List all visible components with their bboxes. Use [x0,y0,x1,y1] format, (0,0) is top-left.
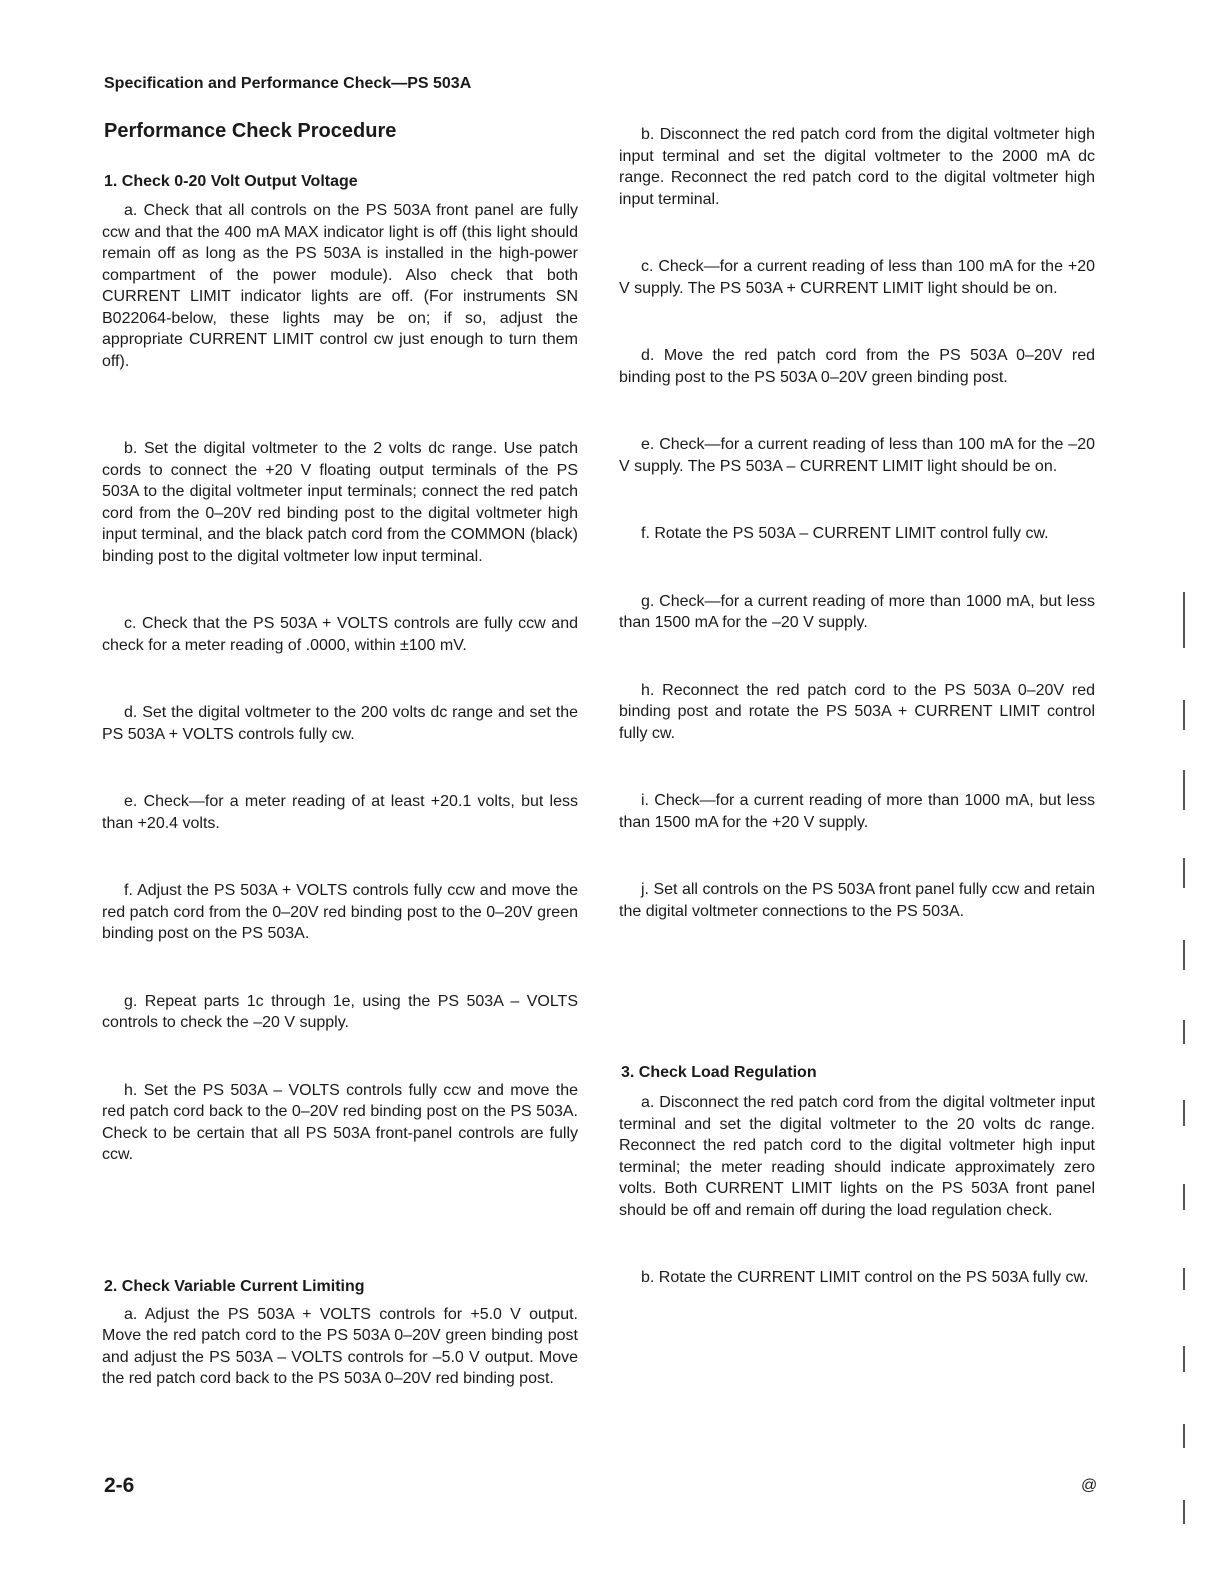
step3-b: b. Rotate the CURRENT LIMIT control on the PS 503A fully cw. [641,1269,1089,1286]
scan-edge-mark [1183,700,1185,730]
step1-heading: 1. Check 0-20 Volt Output Voltage [104,173,358,190]
step1-d: d. Set the digital voltmeter to the 200 volts dc range and set the PS 503A + VOLTS controls fully cw. [102,704,578,743]
step2-b: b. Disconnect the red patch cord from the digital voltmeter high input terminal and set the digital voltmeter to the 2000 mA dc range. Reconnect the red patch cord to the digital voltmeter high input terminal. [619,126,1095,208]
step1-b: b. Set the digital voltmeter to the 2 volts dc range. Use patch cords to connect the +20 V floating output terminals of the PS 503A to the digital voltmeter input terminals; connect the red patch cord from the 0–20V red binding post to the digital voltmeter high input terminal, and the black patch cord from the COMMON (black) binding post to the digital voltmeter low input terminal. [102,440,578,565]
scan-edge-mark [1183,1020,1185,1044]
step3-heading: 3. Check Load Regulation [621,1064,817,1081]
step2-c: c. Check—for a current reading of less than 100 mA for the +20 V supply. The PS 503A + CURRENT LIMIT light should be on. [619,258,1095,297]
scan-edge-mark [1183,1268,1185,1290]
scan-edge-mark [1183,770,1185,810]
step1-e: e. Check—for a meter reading of at least +20.1 volts, but less than +20.4 volts. [102,793,578,832]
publisher-mark: @ [1081,1477,1098,1494]
running-header: Specification and Performance Check—PS 503A [104,75,472,92]
page-number: 2-6 [104,1474,135,1497]
scan-edge-mark [1183,940,1185,970]
step2-a: a. Adjust the PS 503A + VOLTS controls for +5.0 V output. Move the red patch cord to the PS 503A 0–20V green binding post and adjust the PS 503A – VOLTS controls for –5.0 V output. Move the red patch cord back to the PS 503A 0–20V red binding post. [102,1305,578,1387]
step1-a: a. Check that all controls on the PS 503A front panel are fully ccw and that the 400 mA MAX indicator light is off (this light should remain off as long as the PS 503A is installed in the high-power compartment of the power module). Also check that both CURRENT LIMIT indicator lights are off. (For instruments SN B022064-below, these lights may be on; if so, adjust the appropriate CURRENT LIMIT control cw just enough to turn them off). [102,202,578,370]
section-title: Performance Check Procedure [104,120,397,142]
step2-j: j. Set all controls on the PS 503A front panel fully ccw and retain the digital voltmeter connections to the PS 503A. [619,881,1095,920]
scan-edge-mark [1183,1500,1185,1524]
scan-edge-mark [1183,1424,1185,1448]
right-column [619,124,1095,1289]
step1-h: h. Set the PS 503A – VOLTS controls fully ccw and move the red patch cord back to the 0–20V red binding post on the PS 503A. Check to be certain that all PS 503A front-panel controls are fully ccw. [102,1081,578,1163]
step2-f: f. Rotate the PS 503A – CURRENT LIMIT control fully cw. [641,525,1049,542]
scan-edge-mark [1183,592,1185,648]
scan-edge-mark [1183,1100,1185,1126]
scan-edge-mark [1183,1346,1185,1372]
step2-d: d. Move the red patch cord from the PS 503A 0–20V red binding post to the PS 503A 0–20V green binding post. [619,347,1095,386]
step2-g: g. Check—for a current reading of more than 1000 mA, but less than 1500 mA for the –20 V supply. [619,592,1095,631]
step3-a: a. Disconnect the red patch cord from the digital voltmeter input terminal and set the digital voltmeter to the 20 volts dc range. Reconnect the red patch cord to the digital voltmeter high input terminal; the meter reading should indicate approximately zero volts. Both CURRENT LIMIT lights on the PS 503A front panel should be off and remain off during the load regulation check. [619,1094,1095,1219]
step2-h: h. Reconnect the red patch cord to the PS 503A 0–20V red binding post and rotate the PS 503A + CURRENT LIMIT control fully cw. [619,681,1095,742]
step1-c: c. Check that the PS 503A + VOLTS controls are fully ccw and check for a meter reading of .0000, within ±100 mV. [102,615,578,654]
scan-edge-mark [1183,1184,1185,1210]
step1-g: g. Repeat parts 1c through 1e, using the PS 503A – VOLTS controls to check the –20 V supply. [102,992,578,1031]
left-column [102,120,578,1390]
step2-i: i. Check—for a current reading of more than 1000 mA, but less than 1500 mA for the +20 V supply. [619,792,1095,831]
scan-edge-mark [1183,858,1185,888]
step2-heading: 2. Check Variable Current Limiting [104,1277,365,1295]
step1-f: f. Adjust the PS 503A + VOLTS controls fully ccw and move the red patch cord from the 0–20V red binding post to the 0–20V green binding post on the PS 503A. [102,882,578,942]
step2-e: e. Check—for a current reading of less than 100 mA for the –20 V supply. The PS 503A – CURRENT LIMIT light should be on. [619,436,1095,475]
